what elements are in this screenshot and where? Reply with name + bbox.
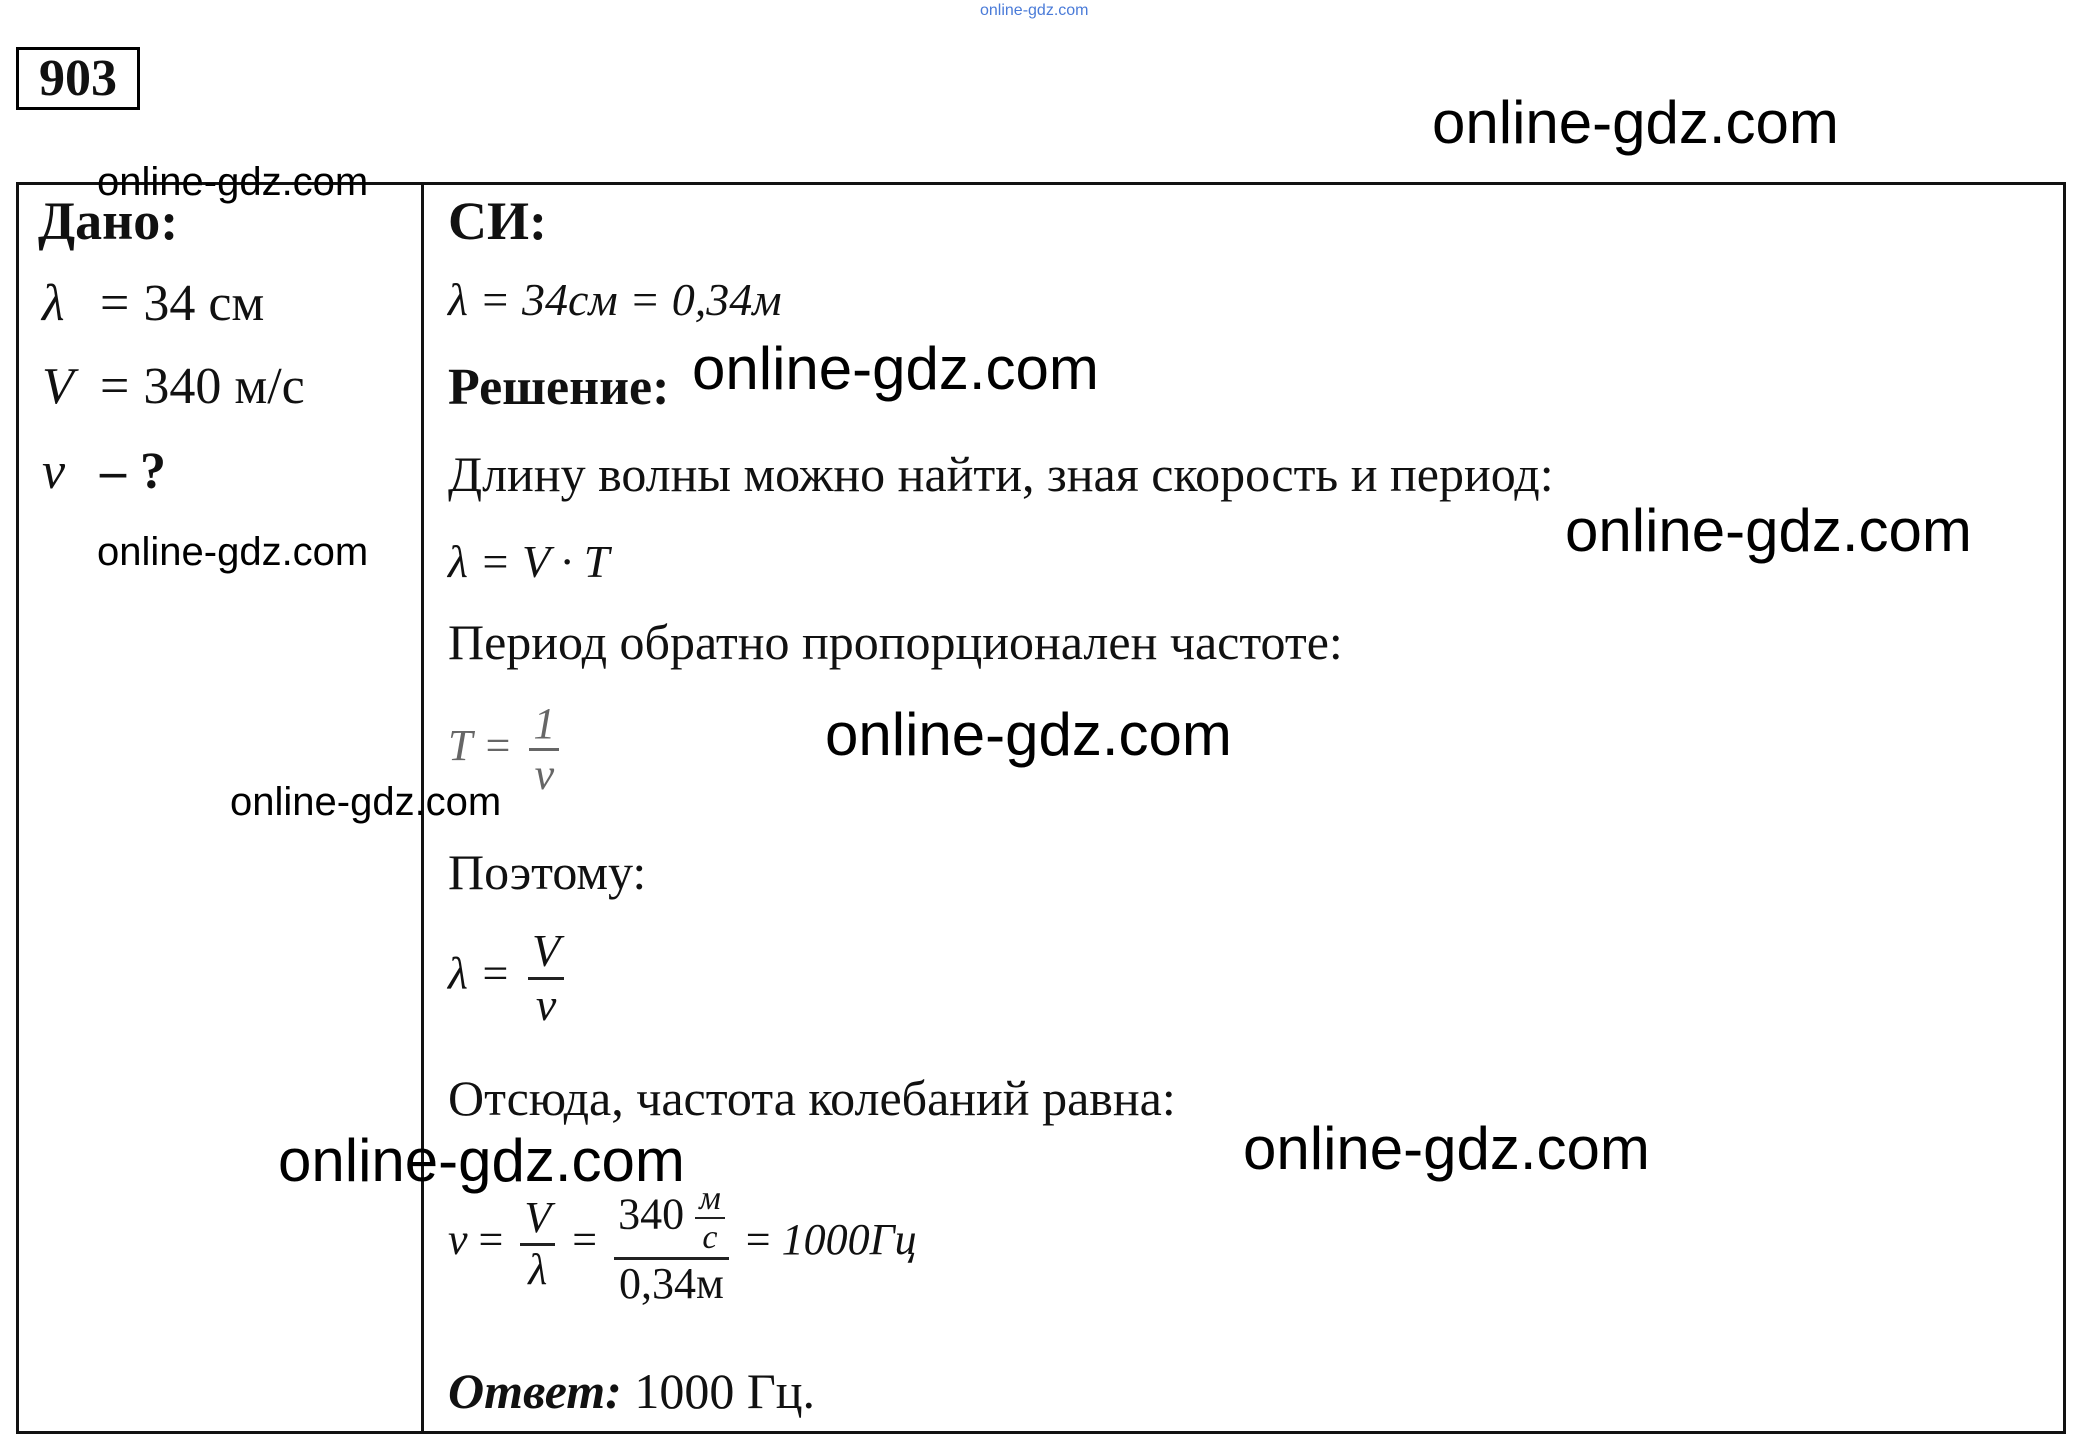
formula-lhs: λ bbox=[448, 536, 468, 587]
given-symbol: λ bbox=[42, 275, 65, 332]
formula-result: 1000Гц bbox=[781, 1215, 917, 1265]
given-operator: = bbox=[100, 358, 130, 415]
given-wavelength bbox=[42, 274, 264, 333]
top-tiny-watermark: online-gdz.com bbox=[980, 2, 1089, 19]
solution-title: Решение: bbox=[448, 359, 670, 416]
given-title: Дано: bbox=[38, 191, 179, 251]
fraction-numerator: V bbox=[524, 1193, 552, 1243]
solution-text-4: Отсюда, частота колебаний равна: bbox=[448, 1070, 1176, 1126]
watermark: online-gdz.com bbox=[692, 335, 1099, 402]
answer-label: Ответ: bbox=[448, 1363, 622, 1419]
formula-period: T = $\frac{1}{\nu}$ bbox=[448, 700, 565, 800]
given-value: 340 м/с bbox=[143, 358, 305, 415]
answer-value: 1000 Гц. bbox=[634, 1363, 815, 1419]
watermark: online-gdz.com bbox=[1243, 1115, 1650, 1182]
fraction-denominator: ν bbox=[535, 978, 557, 1030]
fraction-numerator: V bbox=[531, 925, 561, 976]
fraction bbox=[529, 700, 559, 800]
given-value: ? bbox=[140, 443, 166, 500]
formula-wavelength: λ = V · T bbox=[448, 536, 610, 587]
solution-text-3: Поэтому: bbox=[448, 844, 647, 900]
given-operator: – bbox=[100, 443, 126, 500]
fraction bbox=[528, 926, 564, 1030]
given-value: 34 см bbox=[143, 275, 265, 332]
unit-denominator: с bbox=[702, 1219, 718, 1257]
fraction-v-over-lambda bbox=[520, 1194, 555, 1294]
fraction-numeric bbox=[614, 1180, 729, 1308]
watermark: online-gdz.com bbox=[230, 780, 502, 824]
fraction-denominator: λ bbox=[528, 1244, 548, 1294]
si-conversion: λ = 34см = 0,34м bbox=[448, 274, 782, 325]
solution-text-2: Период обратно пропорционален частоте: bbox=[448, 614, 1343, 670]
watermark: online-gdz.com bbox=[278, 1127, 685, 1194]
unit-numerator: м bbox=[699, 1180, 721, 1217]
formula-frequency: ν = $\frac{V}{\lambda}$ = 340 $\frac{м}{с}$ 0,34м = 1000Гц bbox=[448, 1180, 917, 1308]
problem-number: 903 bbox=[16, 47, 140, 110]
watermark: online-gdz.com bbox=[97, 160, 369, 204]
watermark: online-gdz.com bbox=[97, 530, 369, 574]
given-operator: = bbox=[100, 275, 130, 332]
formula-wavelength-freq: λ = $\frac{V}{\nu}$ bbox=[448, 926, 570, 1030]
answer-line bbox=[448, 1362, 815, 1420]
watermark: online-gdz.com bbox=[1432, 89, 1839, 156]
solution-text-1: Длину волны можно найти, зная скорость и период: bbox=[448, 446, 1554, 502]
given-symbol: V bbox=[42, 358, 74, 415]
si-title: СИ: bbox=[448, 191, 547, 251]
formula-rhs: V · T bbox=[521, 536, 610, 587]
formula-lhs: ν bbox=[448, 1215, 468, 1265]
unit-fraction bbox=[695, 1180, 725, 1257]
given-symbol: ν bbox=[42, 443, 66, 500]
watermark: online-gdz.com bbox=[825, 701, 1232, 768]
fraction-numerator: 1 bbox=[533, 699, 556, 748]
fraction-denominator: 0,34м bbox=[619, 1258, 724, 1308]
formula-lhs: T bbox=[448, 720, 472, 770]
given-speed bbox=[42, 357, 305, 416]
watermark: online-gdz.com bbox=[1565, 497, 1972, 564]
formula-lhs: λ bbox=[448, 947, 468, 999]
numerator-value: 340 bbox=[618, 1189, 685, 1239]
given-unknown bbox=[42, 442, 166, 501]
fraction-denominator: ν bbox=[534, 750, 555, 800]
